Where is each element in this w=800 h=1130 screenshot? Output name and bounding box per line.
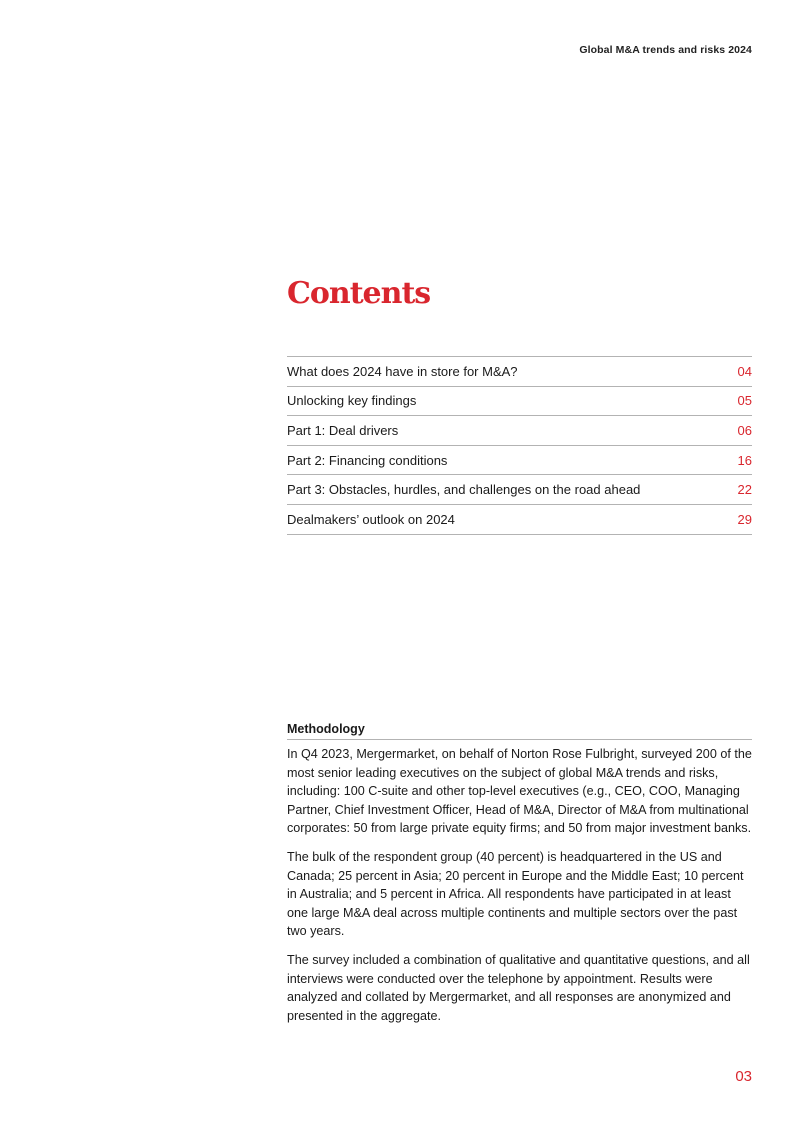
toc-item-page: 16 — [737, 452, 752, 468]
toc-item-page: 22 — [737, 482, 752, 498]
toc-item-label: Unlocking key findings — [287, 393, 417, 409]
contents-title: Contents — [287, 276, 431, 311]
methodology-heading: Methodology — [287, 722, 752, 740]
methodology-paragraph: The survey included a combination of qualitative and quantitative questions, and all interviews were conducted over the telephone by appointment. Results were analyzed and collated by Mergermarket, and all responses are anonymized and presented in the aggregate. — [287, 952, 750, 1023]
toc-item-label: Dealmakers’ outlook on 2024 — [287, 511, 455, 527]
running-header: Global M&A trends and risks 2024 — [579, 44, 752, 56]
toc-item-key-findings[interactable] — [287, 387, 752, 417]
toc-item-label: Part 3: Obstacles, hurdles, and challenges on the road ahead — [287, 482, 641, 498]
methodology-section — [287, 722, 752, 1035]
page-number: 03 — [735, 1068, 752, 1085]
toc-item-obstacles[interactable] — [287, 475, 752, 505]
toc-item-store-for-ma[interactable] — [287, 357, 752, 387]
toc-item-label: Part 2: Financing conditions — [287, 452, 448, 468]
toc-item-deal-drivers[interactable] — [287, 416, 752, 446]
methodology-paragraph: In Q4 2023, Mergermarket, on behalf of Norton Rose Fulbright, surveyed 200 of the most senior leading executives on the subject of global M&A trends and risks, including: 100 C-suite and other top-level executives (e.g., CEO, COO, Managing Partner, Chief Investment Officer, Head of M&A, Director of M&A from multinational corporates: 50 from large private equity firms; and 50 from major investment banks. — [287, 747, 752, 836]
toc-item-label: Part 1: Deal drivers — [287, 422, 399, 438]
toc-item-financing-conditions[interactable] — [287, 446, 752, 476]
toc-item-dealmakers-outlook[interactable] — [287, 505, 752, 535]
toc-item-page: 05 — [737, 393, 752, 409]
methodology-paragraph: The bulk of the respondent group (40 percent) is headquartered in the US and Canada; 25 percent in Asia; 20 percent in Europe and the Middle East; 10 percent in Australia; and 5 percent in Africa. All respondents have participated in at least one large M&A deal across multiple continents and multiple sectors over the past two years. — [287, 849, 744, 939]
toc-item-page: 04 — [737, 363, 752, 379]
table-of-contents — [287, 356, 752, 535]
toc-item-label: What does 2024 have in store for M&A? — [287, 363, 518, 379]
toc-item-page: 06 — [737, 422, 752, 438]
toc-item-page: 29 — [737, 511, 752, 527]
